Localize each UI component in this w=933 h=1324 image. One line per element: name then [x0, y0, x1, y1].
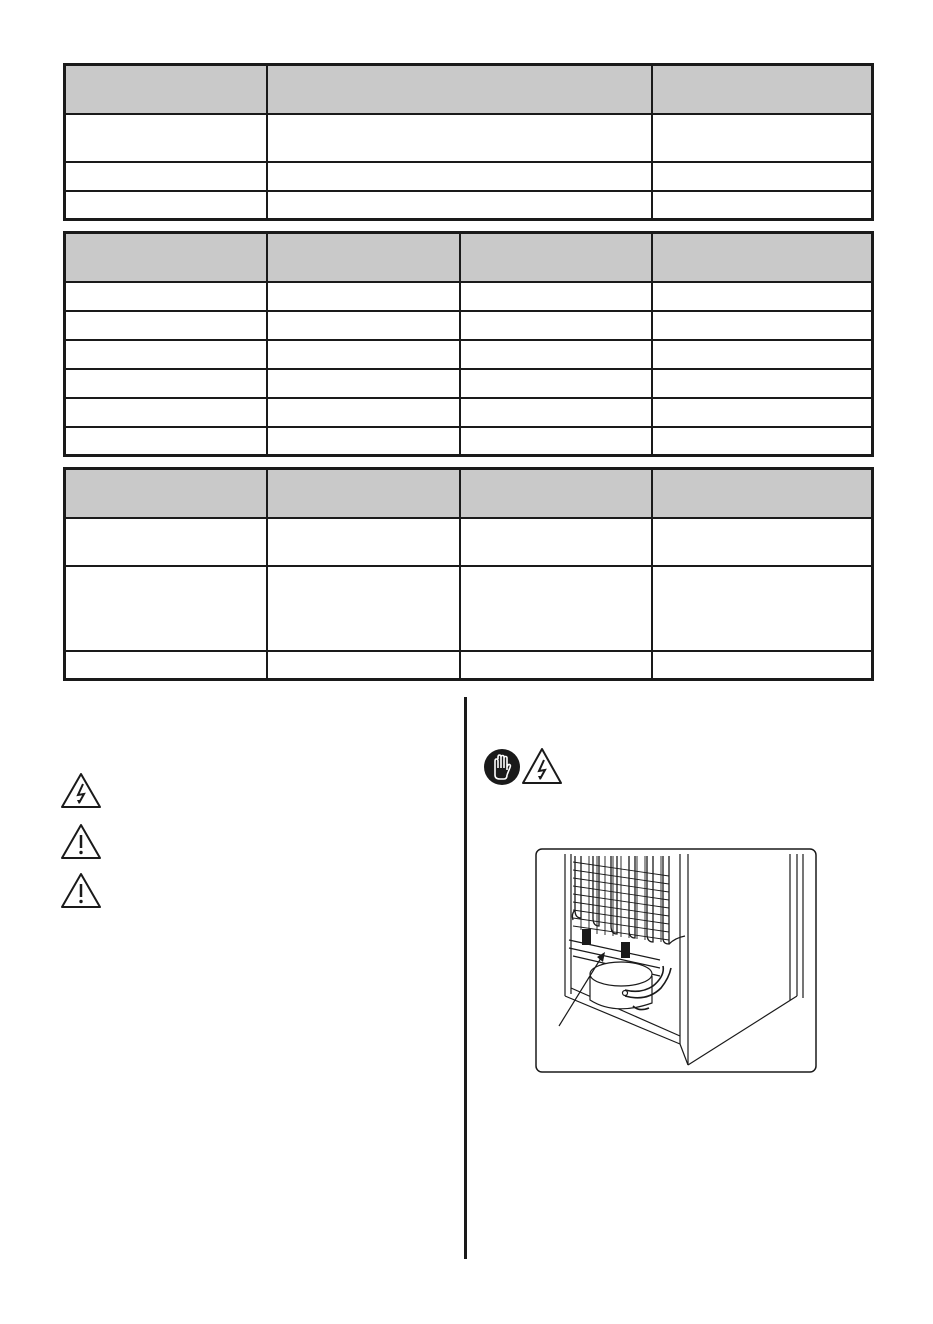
table-row — [65, 398, 873, 427]
table-cell — [65, 398, 267, 427]
table-3-header-cell — [652, 469, 873, 518]
table-cell — [460, 651, 652, 680]
table-cell — [652, 369, 873, 398]
table-cell — [460, 398, 652, 427]
table-cell — [652, 191, 873, 220]
table-cell — [267, 651, 460, 680]
table-cell — [65, 369, 267, 398]
table-cell — [652, 282, 873, 311]
table-cell — [65, 114, 267, 162]
table-cell — [267, 566, 460, 651]
caution-icon — [60, 872, 102, 909]
table-cell — [460, 340, 652, 369]
table-2-header-cell — [652, 233, 873, 282]
table-cell — [460, 311, 652, 340]
table-cell — [267, 114, 652, 162]
electric-warning-icon — [60, 772, 102, 809]
column-divider — [464, 697, 467, 1259]
table-row — [65, 369, 873, 398]
table-row — [65, 518, 873, 566]
table-cell — [65, 282, 267, 311]
table-cell — [267, 518, 460, 566]
table-cell — [652, 340, 873, 369]
table-row — [65, 282, 873, 311]
table-2-header-row — [65, 233, 873, 282]
table-cell — [460, 518, 652, 566]
table-1-header-row — [65, 65, 873, 114]
table-3-header-cell — [267, 469, 460, 518]
table-2-header-cell — [460, 233, 652, 282]
table-cell — [652, 162, 873, 191]
table-cell — [65, 651, 267, 680]
table-cell — [65, 311, 267, 340]
table-cell — [267, 427, 460, 456]
table-row — [65, 427, 873, 456]
caution-icon — [60, 823, 102, 860]
table-cell — [652, 427, 873, 456]
table-cell — [652, 518, 873, 566]
table-1-header-cell — [652, 65, 873, 114]
table-2-header-cell — [267, 233, 460, 282]
table-row — [65, 311, 873, 340]
table-cell — [267, 282, 460, 311]
table-cell — [267, 340, 460, 369]
table-row — [65, 114, 873, 162]
electric-warning-icon — [521, 747, 563, 785]
table-cell — [652, 311, 873, 340]
table-cell — [267, 369, 460, 398]
table-row — [65, 162, 873, 191]
table-cell — [267, 162, 652, 191]
table-cell — [460, 369, 652, 398]
table-cell — [267, 311, 460, 340]
table-row — [65, 566, 873, 651]
table-2-header-cell — [65, 233, 267, 282]
table-2 — [63, 231, 874, 457]
table-cell — [652, 114, 873, 162]
table-1-header-cell — [65, 65, 267, 114]
table-cell — [65, 191, 267, 220]
table-3-header-cell — [65, 469, 267, 518]
table-cell — [267, 398, 460, 427]
table-cell — [652, 566, 873, 651]
table-cell — [460, 566, 652, 651]
compressor-illustration — [535, 848, 817, 1073]
table-cell — [652, 651, 873, 680]
table-cell — [65, 427, 267, 456]
table-cell — [65, 340, 267, 369]
table-3-header-row — [65, 469, 873, 518]
stop-hand-icon — [483, 748, 521, 786]
table-1 — [63, 63, 874, 221]
table-cell — [267, 191, 652, 220]
table-cell — [652, 398, 873, 427]
table-row — [65, 340, 873, 369]
table-cell — [65, 162, 267, 191]
table-3-header-cell — [460, 469, 652, 518]
table-1-header-cell — [267, 65, 652, 114]
table-cell — [65, 566, 267, 651]
table-cell — [65, 518, 267, 566]
table-row — [65, 191, 873, 220]
table-row — [65, 651, 873, 680]
table-cell — [460, 282, 652, 311]
table-cell — [460, 427, 652, 456]
table-3 — [63, 467, 874, 681]
